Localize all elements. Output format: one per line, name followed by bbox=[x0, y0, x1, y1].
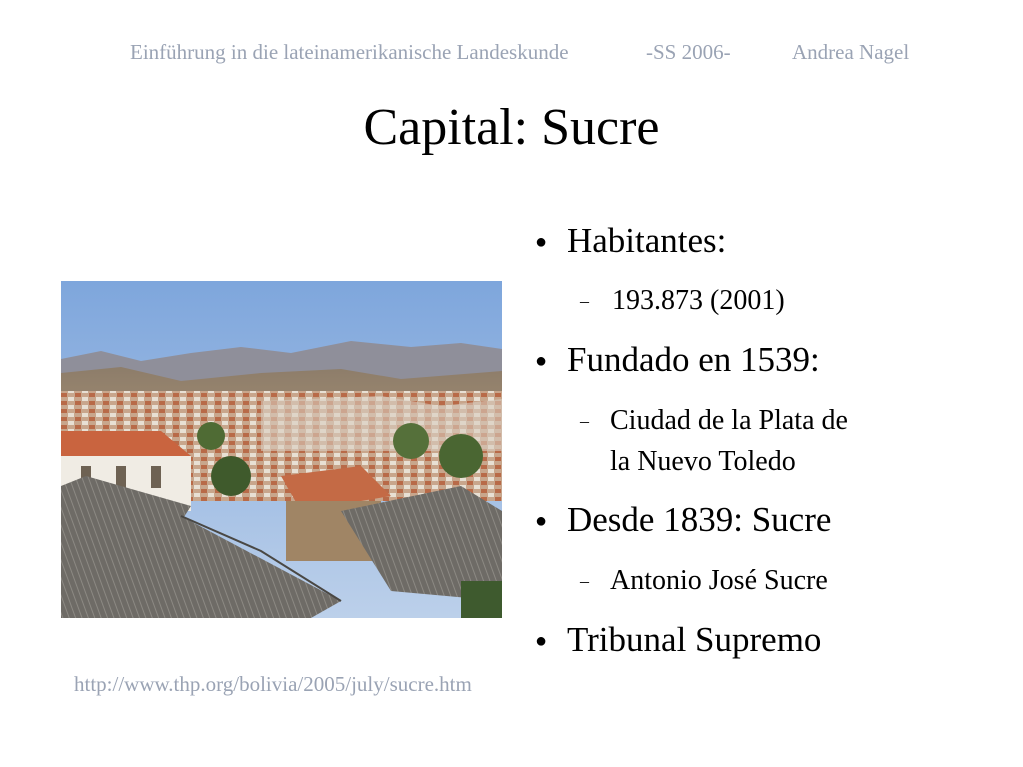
sub-bullet-text: 193.873 (2001) bbox=[612, 285, 785, 316]
sub-bullet-text: Antonio José Sucre bbox=[610, 565, 828, 596]
bullet-text: Tribunal Supremo bbox=[567, 620, 822, 659]
sub-bullet-item bbox=[580, 285, 785, 317]
dash-icon: – bbox=[580, 571, 589, 591]
bullet-dot-icon: ● bbox=[535, 350, 548, 372]
author-name: Andrea Nagel bbox=[792, 40, 910, 64]
dash-icon: – bbox=[580, 291, 589, 311]
sub-bullet-item bbox=[580, 565, 828, 597]
sub-bullet-text: Ciudad de la Plata de bbox=[610, 405, 848, 436]
bullet-text: Fundado en 1539: bbox=[567, 340, 820, 379]
bullet-text: Desde 1839: Sucre bbox=[567, 500, 832, 539]
bullet-dot-icon: ● bbox=[535, 630, 548, 652]
bullet-item bbox=[535, 221, 727, 261]
bullet-item bbox=[535, 340, 820, 380]
sub-bullet-item bbox=[580, 405, 848, 437]
sucre-city-photo bbox=[61, 281, 502, 618]
bullet-item bbox=[535, 500, 832, 540]
image-source-url: http://www.thp.org/bolivia/2005/july/sucre.htm bbox=[74, 672, 472, 696]
bullet-item bbox=[535, 620, 822, 660]
bullet-dot-icon: ● bbox=[535, 510, 548, 532]
sub-bullet-text: la Nuevo Toledo bbox=[610, 446, 796, 477]
course-title: Einführung in die lateinamerikanische Landeskunde bbox=[130, 40, 569, 64]
dash-icon: – bbox=[580, 411, 589, 431]
bullet-text: Habitantes: bbox=[567, 221, 727, 260]
sub-bullet-continuation bbox=[610, 446, 796, 478]
slide-title: Capital: Sucre bbox=[363, 99, 660, 156]
semester-label: -SS 2006- bbox=[646, 40, 731, 64]
bullet-dot-icon: ● bbox=[535, 231, 548, 253]
